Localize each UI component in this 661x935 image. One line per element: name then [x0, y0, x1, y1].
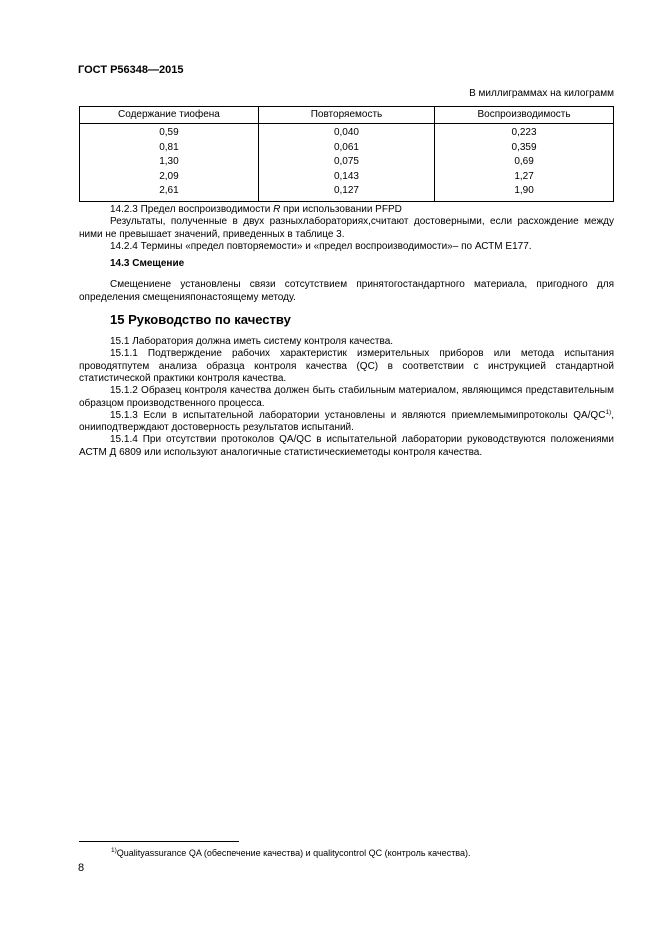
footnote-ref: 1): [605, 408, 612, 416]
section-15-heading: 15 Руководство по качеству: [110, 312, 291, 328]
footnote: [111, 847, 471, 859]
table-row: [80, 184, 614, 201]
table-cell: 1,27: [435, 170, 614, 185]
clause-14-2-3-heading: [79, 204, 614, 216]
table-row: [80, 124, 614, 141]
table-row: [80, 170, 614, 185]
footnote-marker: 1): [111, 847, 117, 854]
body-text: [79, 204, 614, 459]
page-number: 8: [78, 862, 85, 874]
column-header-reproducibility: Воспроизводимость: [435, 107, 614, 124]
table-units-caption: В миллиграммах на килограмм: [469, 88, 614, 99]
clause-15-1-3: [79, 410, 614, 435]
table-header-row: [80, 107, 614, 124]
column-header-thiophene: Содержание тиофена: [80, 107, 259, 124]
table-cell: 0,061: [258, 141, 434, 156]
table-cell: 1,90: [435, 184, 614, 201]
table-cell: 0,59: [80, 124, 259, 141]
clause-14-2-4: 14.2.4 Термины «предел повторяемости» и «предел воспроизводимости»– по АСТМ Е177.: [110, 240, 532, 252]
table-cell: 0,143: [258, 170, 434, 185]
precision-table: [79, 106, 614, 202]
table-cell: 0,040: [258, 124, 434, 141]
clause-15-1-2: 15.1.2 Образец контроля качества должен быть стабильным материалом, являющимся представительным образцом производственного процесса.: [79, 385, 614, 409]
table-cell: 0,127: [258, 184, 434, 201]
section-14-3-heading: 14.3 Смещение: [110, 258, 185, 270]
document-header: ГОСТ Р56348—2015: [78, 64, 184, 76]
symbol-r: R: [273, 204, 281, 215]
footnote-text: Qualityassurance QA (обеспечение качества) и qualitycontrol QC (контроль качества).: [116, 848, 471, 858]
table-row: [80, 155, 614, 170]
table-cell: 0,69: [435, 155, 614, 170]
table-cell: 0,81: [80, 141, 259, 156]
clause-15-1: 15.1 Лаборатория должна иметь систему контроля качества.: [110, 336, 394, 348]
clause-15-1-1: 15.1.1 Подтверждение рабочих характеристик измерительных приборов или метода испытания проводятпутем анализа образца контроля качества (QC) в соответствии с инструкцией стандартной статистической практики контроля качества.: [79, 348, 614, 384]
clause-14-2-3-text: Результаты, полученные в двух разныхлабораториях,считают достоверными, если расхождение между ними не превышает значений, приведенных в таблице 3.: [79, 216, 614, 240]
table-cell: 1,30: [80, 155, 259, 170]
clause-text: при использовании PFPD: [280, 204, 402, 215]
table-cell: 0,075: [258, 155, 434, 170]
clause-text: 15.1.3 Если в испытательной лаборатории установлены и являются приемлемымипротоколы QA/QC: [110, 409, 606, 421]
clause-14-3-text: Смещениене установлены связи сотсутствием принятогостандартного материала, пригодного для определения смещенияпонастоящему методу.: [79, 279, 614, 303]
table-cell: 0,223: [435, 124, 614, 141]
footnote-divider: [79, 841, 239, 842]
clause-15-1-4: 15.1.4 При отсутствии протоколов QA/QC в испытательной лаборатории руководствуются положениями АСТМ Д 6809 или используют аналогичные статистическиеметоды контроля качества.: [79, 434, 614, 458]
column-header-repeatability: Повторяемость: [258, 107, 434, 124]
clause-text: , онииподтверждают достоверность результатов испытаний.: [79, 409, 614, 434]
table-row: [80, 141, 614, 156]
clause-text: 14.2.3 Предел воспроизводимости: [110, 204, 274, 215]
table-cell: 2,09: [80, 170, 259, 185]
table-cell: 0,359: [435, 141, 614, 156]
table-cell: 2,61: [80, 184, 259, 201]
